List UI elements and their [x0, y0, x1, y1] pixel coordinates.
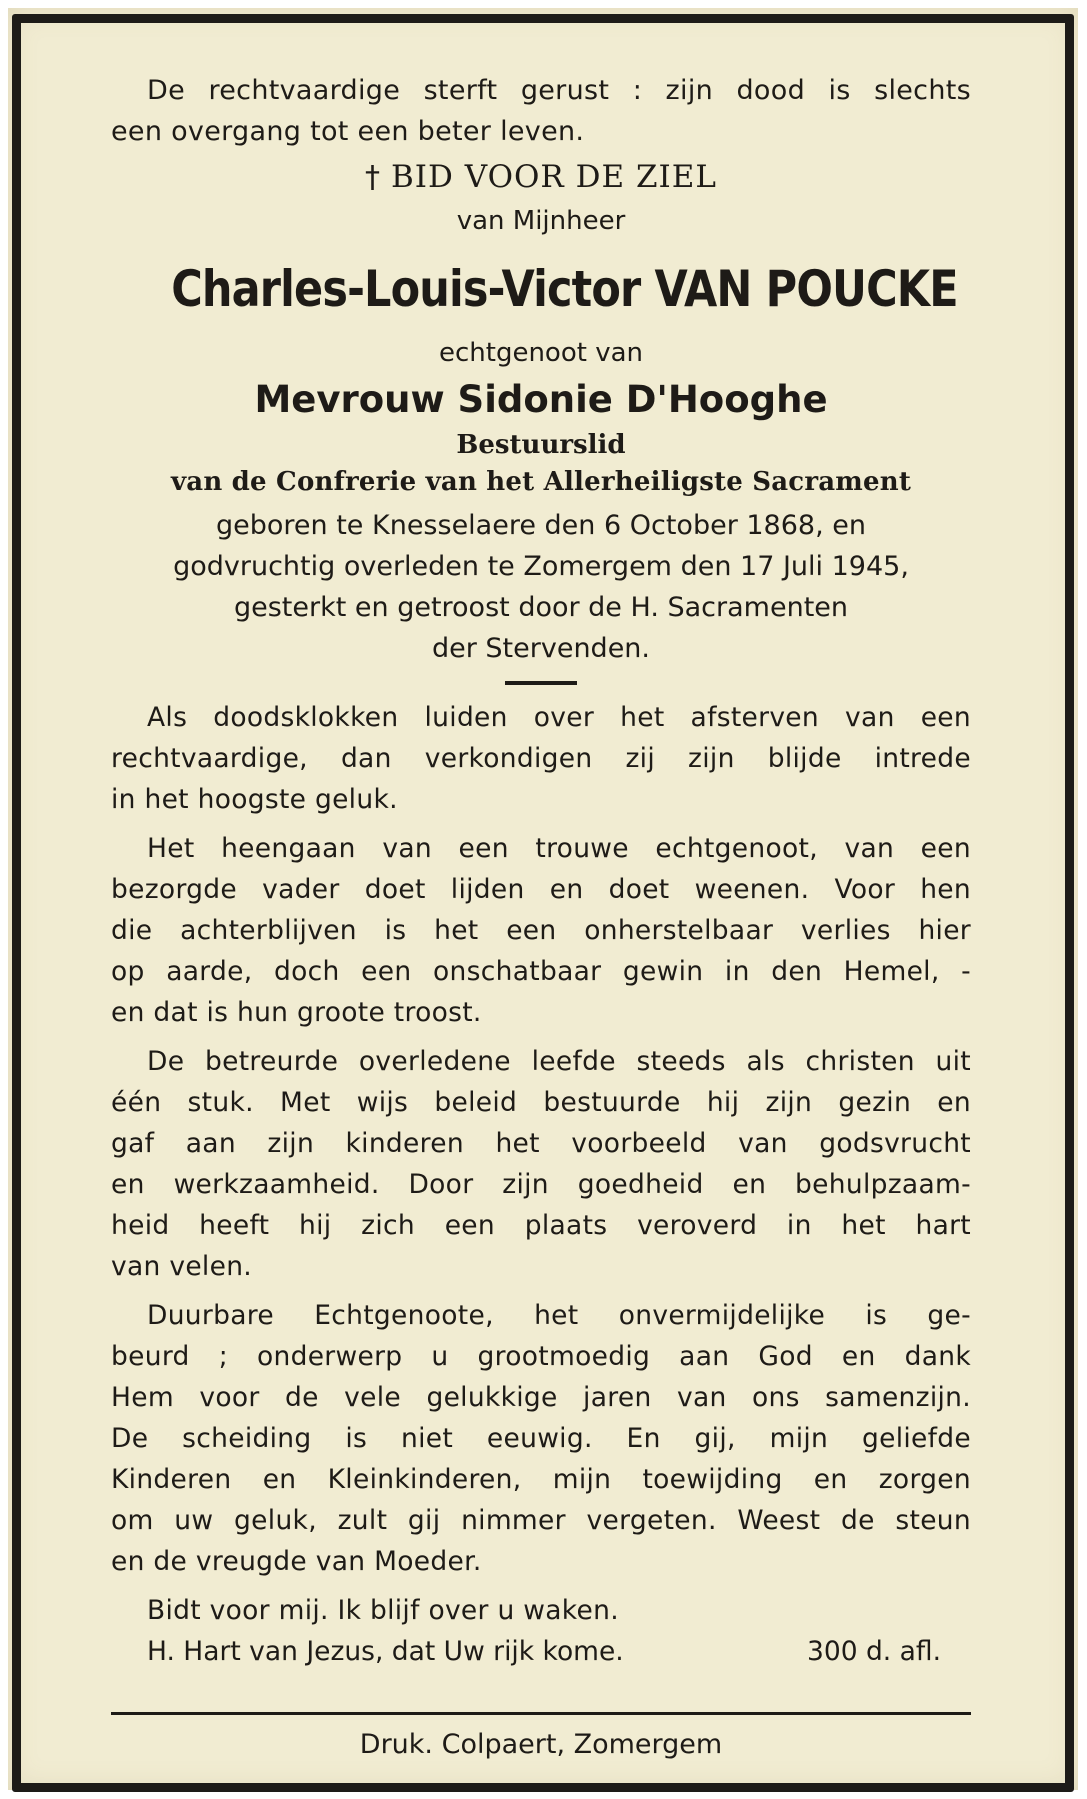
- paragraph-line: om uw geluk, zult gij nimmer vergeten. Weest de steun: [111, 1505, 971, 1536]
- paragraph-line: rechtvaardige, dan verkondigen zij zijn blijde intrede: [111, 743, 971, 774]
- paragraph-line: Hem voor de vele gelukkige jaren van ons samenzijn.: [111, 1382, 971, 1413]
- paragraph-line: in het hoogste geluk.: [111, 784, 398, 815]
- confrerie-name: van de Confrerie van het Allerheiligste Sacrament: [170, 467, 912, 497]
- paragraph-line: en de vreugde van Moeder.: [111, 1546, 482, 1577]
- paragraph-line: Duurbare Echtgenoote, het onvermijdelijke is ge-: [147, 1300, 971, 1331]
- birth-death-line: gesterkt en getroost door de H. Sacramenten: [233, 592, 849, 623]
- paragraph-bells: [111, 697, 971, 820]
- paragraph-line: en werkzaamheid. Door zijn goedheid en behulpzaam-: [111, 1169, 971, 1200]
- spouse-intro: echtgenoot van: [438, 338, 643, 368]
- birth-death-block: [111, 505, 971, 669]
- paragraph-farewell: [111, 1295, 971, 1582]
- paragraph-line: heid heeft hij zich een plaats veroverd in het hart: [111, 1210, 971, 1241]
- indulgence-days: 300 d. afl.: [806, 1636, 941, 1667]
- prayer-heading: [111, 154, 971, 201]
- birth-death-line: godvruchtig overleden te Zomergem den 17 Juli 1945,: [173, 551, 909, 582]
- printer-imprint: Druk. Colpaert, Zomergem: [359, 1729, 723, 1760]
- paragraph-line: Kinderen en Kleinkinderen, mijn toewijding en zorgen: [111, 1464, 971, 1495]
- paragraph-line: die achterblijven is het een onherstelbaar verlies hier: [111, 915, 971, 946]
- paragraph-line: van velen.: [111, 1251, 253, 1282]
- paragraph-line: beurd ; onderwerp u grootmoedig aan God en dank: [111, 1341, 971, 1372]
- paragraph-character: [111, 1041, 971, 1287]
- paragraph-line: bezorgde vader doet lijden en doet weenen. Voor hen: [111, 874, 971, 905]
- epitaph-line: De rechtvaardige sterft gerust : zijn dood is slechts: [147, 75, 971, 106]
- salutation: van Mijnheer: [456, 206, 626, 236]
- prayer-heading-text: BID VOOR DE ZIEL: [391, 159, 717, 195]
- paragraph-departure: [111, 828, 971, 1033]
- paragraph-line: De betreurde overledene leefde steeds als christen uit: [147, 1046, 971, 1077]
- card-content: [111, 70, 971, 1672]
- function-title: Bestuurslid: [456, 430, 626, 460]
- birth-death-line: der Stervenden.: [431, 633, 651, 664]
- birth-death-line: geboren te Knesselaere den 6 October 1868, en: [216, 510, 866, 541]
- paragraph-line: één stuk. Met wijs beleid bestuurde hij zijn gezin en: [111, 1087, 971, 1118]
- paragraph-line: Het heengaan van een trouwe echtgenoot, van een: [147, 833, 971, 864]
- paragraph-line: Als doodsklokken luiden over het afsterven van een: [147, 702, 971, 733]
- paragraph-line: op aarde, doch een onschatbaar gewin in den Hemel, -: [111, 956, 971, 987]
- spouse-name: Mevrouw Sidonie D'Hooghe: [254, 378, 828, 421]
- deceased-name: Charles-Louis-Victor VAN POUCKE: [171, 260, 958, 318]
- footer-rule: [111, 1712, 971, 1715]
- paragraph-line: en dat is hun groote troost.: [111, 997, 482, 1028]
- epitaph-line: een overgang tot een beter leven.: [111, 116, 585, 147]
- paragraph-line: De scheiding is niet eeuwig. En gij, mijn geliefde: [111, 1423, 971, 1454]
- paragraph-line: Bidt voor mij. Ik blijf over u waken.: [147, 1595, 619, 1626]
- divider-rule: [505, 681, 577, 685]
- paragraph-prayer-request: [111, 1590, 971, 1631]
- cross-icon: †: [365, 160, 382, 195]
- paragraph-line: gaf aan zijn kinderen het voorbeeld van godsvrucht: [111, 1128, 971, 1159]
- indulgence-line: [111, 1631, 971, 1672]
- indulgence-prayer: H. Hart van Jezus, dat Uw rijk kome.: [147, 1636, 624, 1667]
